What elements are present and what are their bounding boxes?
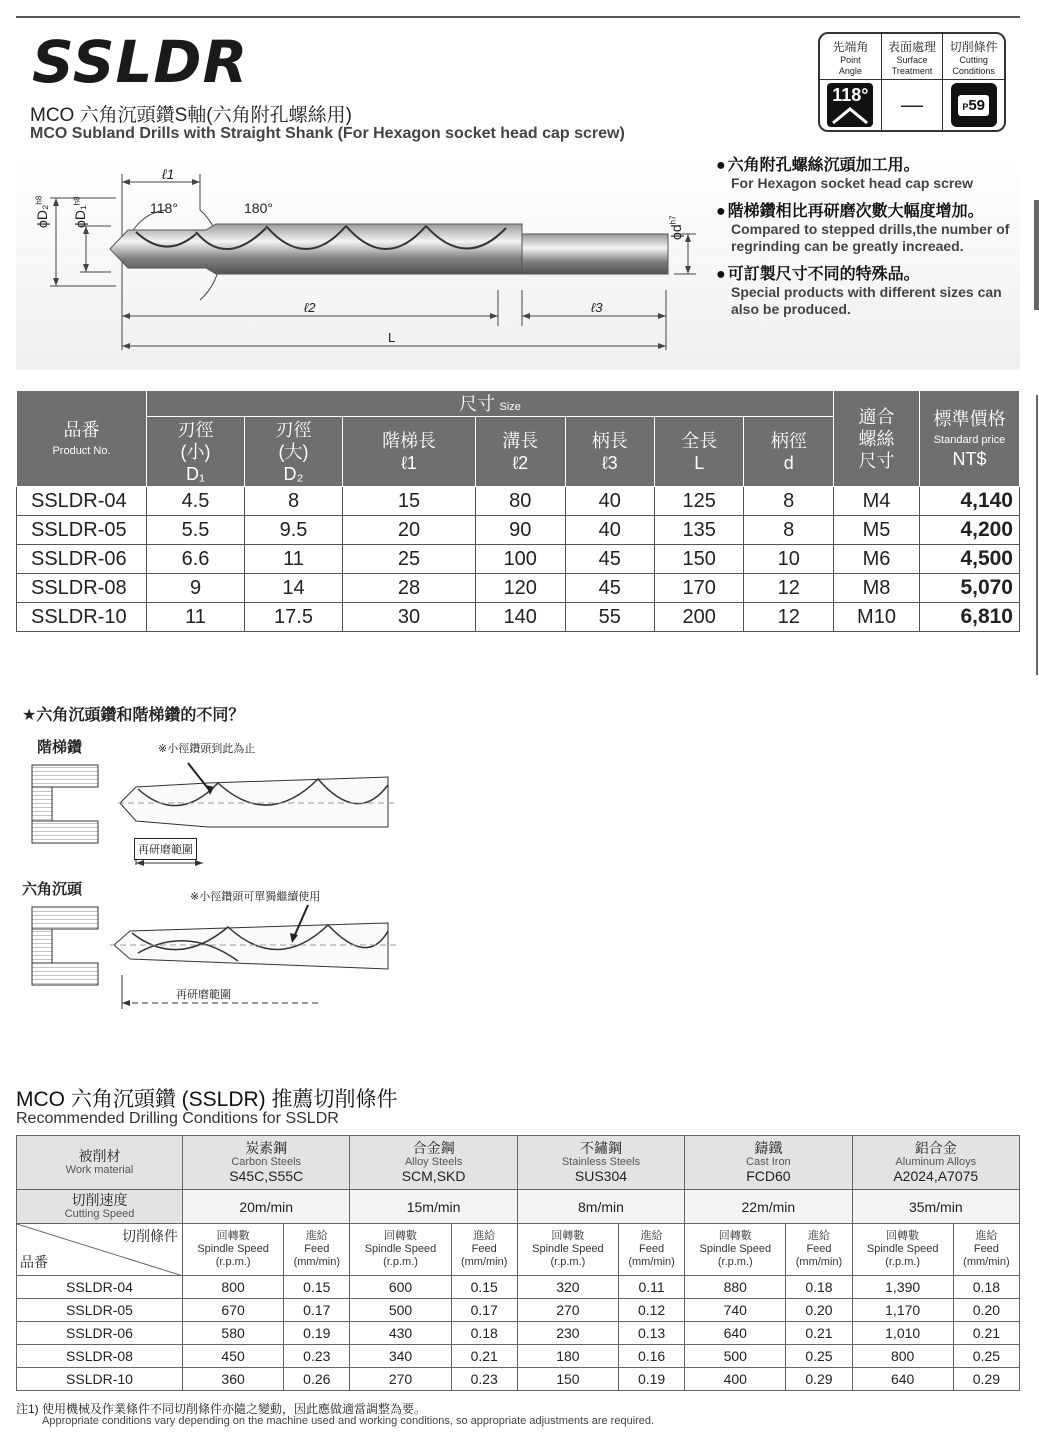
table-row: SSLDR-06 6.6 11 25 100 45 150 10 M6 4,500: [17, 545, 1020, 574]
header-l2: 溝長 ℓ2: [476, 417, 565, 487]
subland-drill-note: ※小徑鑽頭可單獨繼續使用: [190, 891, 321, 903]
table-row: SSLDR-10 360 0.26 270 0.23 150 0.19 400 0.29 640 0.29: [17, 1368, 1020, 1391]
comparison-diagram: [28, 755, 408, 1015]
header-size: 尺寸 Size: [147, 391, 834, 417]
point-angle-icon: 118°: [827, 83, 873, 127]
header-cutting-speed: 切削速度 Cutting Speed: [17, 1190, 183, 1224]
header-l3: 柄長 ℓ3: [565, 417, 654, 487]
stepped-drill-note: ※小徑鑽頭到此為止: [158, 743, 256, 755]
footnote-english: Appropriate conditions vary depending on the machine used and working conditions, so appropriate adjustments are required.: [42, 1415, 655, 1427]
dim-d2-label: ϕD₂$^{h8}$: [34, 195, 50, 228]
dim-d1-label: ϕD₁$^{h8}$: [72, 196, 88, 228]
subland-drill-label: 六角沉頭: [22, 881, 83, 898]
table-row: SSLDR-08 9 14 28 120 45 170 12 M8 5,070: [17, 574, 1020, 603]
drill-drawing-svg: [16, 150, 716, 370]
header-l1: 階梯長 ℓ1: [343, 417, 476, 487]
stepped-drill-label: 階梯鑽: [37, 739, 83, 756]
feature-item: ● 六角附孔螺絲沉頭加工用。 For Hexagon socket head cap screw: [716, 152, 1016, 192]
dim-l1-label: ℓ1: [162, 166, 175, 182]
table-row: SSLDR-06 580 0.19 430 0.18 230 0.13 640 0.21 1,010 0.21: [17, 1322, 1020, 1345]
header-shank-d: 柄徑 d: [744, 417, 834, 487]
conditions-title: MCO 六角沉頭鑽 (SSLDR) 推薦切削條件: [16, 1088, 398, 1111]
cutting-conditions-table: 被削材 Work material 炭素鋼 Carbon Steels S45C,S55C 合金鋼 Alloy Steels SCM,SKD 不鏽鋼 Stainless Steels SUS304 鑄鐵 Cast Iron FCD60 鋁合金 Aluminum Alloys A2024,A7075 切削速度 Cutting Speed 20m/min 15m/min 8m/min 22m/min 35m/min 切削條件 品番 回轉數 Spindle Speed (r.p.m.) 進給 Feed (mm/min) 回轉數 Spindle Speed (r.p.m.) 進給 Feed (mm/min) 回轉數 Spindle Speed (r.p.m.) 進給 Feed (mm/min) 回轉數 Spindle Speed (r.p.m.) 進給 Feed (mm/min) 回轉數 Spindle Speed (r.p.m.) 進給 Feed (mm/min) SSLDR-04 800 0.15 600 0.15 320 0.11 880 0.18 1,390 0.18 SSLDR-05 670 0.17 500 0.17 270 0.12 740 0.20 1,170 0.20 SSLDR-06 580 0.19 430 0.18 230 0.13 640 0.21 1,010 0.21 SSLDR-08 450 0.23 340 0.21 180 0.16 500 0.25 800 0.25 SSLDR-10 360 0.26 270 0.23 150 0.19 400 0.29 640 0.29: [16, 1135, 1020, 1391]
dim-l2-label: ℓ2: [304, 300, 316, 315]
header-work-material: 被削材 Work material: [17, 1136, 183, 1190]
header-material: 鋁合金 Aluminum Alloys A2024,A7075: [852, 1136, 1019, 1190]
surface-treatment-value: —: [901, 92, 923, 117]
page-edge-mark: [1034, 200, 1039, 310]
header-material: 合金鋼 Alloy Steels SCM,SKD: [350, 1136, 517, 1190]
subtitle-english: MCO Subland Drills with Straight Shank (For Hexagon socket head cap screw): [30, 125, 625, 142]
table-row: SSLDR-10 11 17.5 30 140 55 200 12 M10 6,810: [17, 603, 1020, 632]
subland-regrind-range: 再研磨範圍: [176, 989, 231, 1001]
table-row: SSLDR-04 4.5 8 15 80 40 125 8 M4 4,140: [17, 487, 1020, 516]
header-d2: 刃徑 (大) D₂: [245, 417, 343, 487]
subtitle-chinese: MCO 六角沉頭鑽S軸(六角附孔螺絲用): [30, 105, 352, 126]
product-title: SSLDR: [32, 28, 249, 96]
dim-shank-d-label: $\phi d^{h7}$: [668, 215, 684, 240]
surface-treatment-column: 表面處理 Surface Treatment —: [882, 34, 944, 130]
table-row: SSLDR-05 670 0.17 500 0.17 270 0.12 740 0.20 1,170 0.20: [17, 1299, 1020, 1322]
difference-title: ★六角沉頭鑽和階梯鑽的不同？: [22, 707, 245, 724]
stepped-regrind-range: 再研磨範圍: [134, 838, 197, 860]
dim-total-length-label: L: [388, 330, 396, 345]
cutting-conditions-column: 切削條件 Cutting Conditions P59: [943, 34, 1004, 130]
page-edge-line: [1036, 395, 1038, 675]
feature-item: ● 可訂製尺寸不同的特殊品。 Special products with different sizes can also be produced.: [716, 261, 1016, 318]
feature-item: ● 階梯鑽相比再研磨次數大幅度增加。 Compared to stepped drills,the number of regrinding can be greatly increaed.: [716, 198, 1016, 255]
header-screw-size: 適合 螺絲 尺寸: [834, 391, 920, 487]
table-row: SSLDR-05 5.5 9.5 20 90 40 135 8 M5 4,200: [17, 516, 1020, 545]
header-material: 炭素鋼 Carbon Steels S45C,S55C: [183, 1136, 350, 1190]
feature-list: [716, 152, 1016, 324]
footnote-chinese: 注1) 使用機械及作業條件不同切削條件亦隨之變動，因此應做適當調整為要。: [16, 1402, 427, 1416]
size-table: [16, 390, 1020, 632]
conditions-subtitle: Recommended Drilling Conditions for SSLDR: [16, 1110, 339, 1127]
header-total-length: 全長 L: [654, 417, 743, 487]
header-material: 不鏽鋼 Stainless Steels SUS304: [517, 1136, 684, 1190]
table-row: SSLDR-08 450 0.23 340 0.21 180 0.16 500 0.25 800 0.25: [17, 1345, 1020, 1368]
top-rule: [16, 16, 1020, 18]
header-price: 標準價格 Standard price NT$: [920, 391, 1020, 487]
header-diagonal-cell: 切削條件 品番: [17, 1224, 183, 1276]
header-d1: 刃徑 (小) D₁: [147, 417, 245, 487]
header-material: 鑄鐵 Cast Iron FCD60: [685, 1136, 852, 1190]
spec-box: [818, 32, 1006, 132]
back-angle-label: 180°: [244, 200, 273, 216]
table-row: SSLDR-04 800 0.15 600 0.15 320 0.11 880 0.18 1,390 0.18: [17, 1276, 1020, 1299]
dim-l3-label: ℓ3: [591, 300, 603, 315]
book-page-icon[interactable]: P59: [951, 83, 997, 127]
tip-angle-label: 118°: [150, 200, 178, 216]
point-angle-column: 先端角 Point Angle 118°: [820, 34, 882, 130]
header-product-no: 品番 Product No.: [17, 391, 147, 487]
